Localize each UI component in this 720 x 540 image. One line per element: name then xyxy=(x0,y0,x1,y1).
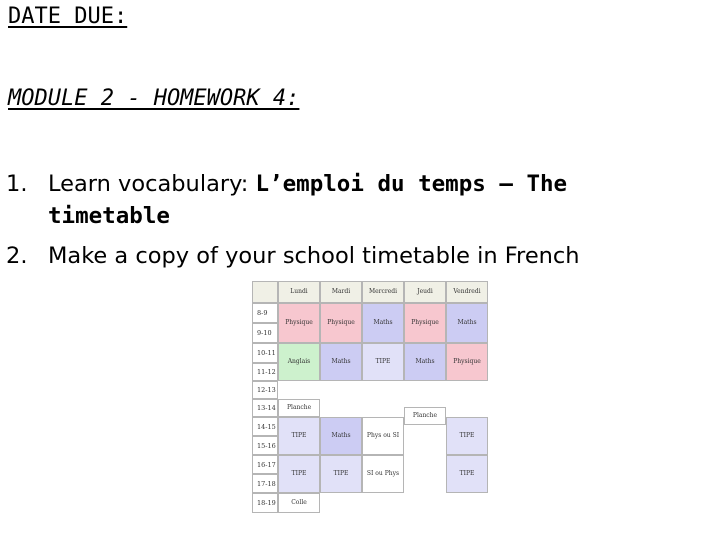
lesson-cell: TIPE xyxy=(278,417,320,455)
lesson-cell: Maths xyxy=(320,417,362,455)
task-vocab-title: L’emploi du temps – The xyxy=(255,171,568,197)
task-item-2 xyxy=(6,240,580,272)
day-header: Mardi xyxy=(320,281,362,303)
lesson-cell: Planche xyxy=(278,399,320,417)
time-label: 12-13 xyxy=(252,381,278,399)
day-header: Lundi xyxy=(278,281,320,303)
lesson-cell: Planche xyxy=(404,407,446,425)
lesson-cell: TIPE xyxy=(446,455,488,493)
task-vocab-title-cont: timetable xyxy=(48,203,170,229)
date-due-heading: DATE DUE: xyxy=(8,4,128,29)
task-number: 1. xyxy=(6,171,28,197)
time-label: 9-10 xyxy=(252,323,278,343)
lesson-cell: TIPE xyxy=(320,455,362,493)
time-label: 18-19 xyxy=(252,493,278,513)
lesson-cell: Maths xyxy=(362,303,404,343)
time-label: 8-9 xyxy=(252,303,278,323)
task-number: 2. xyxy=(6,243,28,269)
lesson-cell: Phys ou SI xyxy=(362,417,404,455)
day-header: Mercredi xyxy=(362,281,404,303)
day-header: Vendredi xyxy=(446,281,488,303)
lesson-cell: Maths xyxy=(446,303,488,343)
lesson-cell: TIPE xyxy=(446,417,488,455)
lesson-cell: TIPE xyxy=(278,455,320,493)
task-text: Learn vocabulary: xyxy=(48,171,256,197)
lesson-cell: Physique xyxy=(278,303,320,343)
lesson-cell: Anglais xyxy=(278,343,320,381)
lesson-cell: Colle xyxy=(278,493,320,513)
timetable-corner xyxy=(252,281,278,303)
lesson-cell: Physique xyxy=(446,343,488,381)
lesson-cell: TIPE xyxy=(362,343,404,381)
day-header: Jeudi xyxy=(404,281,446,303)
time-label: 14-15 xyxy=(252,417,278,436)
time-label: 10-11 xyxy=(252,343,278,363)
task-text: Make a copy of your school timetable in French xyxy=(48,243,580,269)
time-label: 15-16 xyxy=(252,436,278,455)
lesson-cell: Maths xyxy=(320,343,362,381)
task-item-1 xyxy=(6,168,567,232)
time-label: 16-17 xyxy=(252,455,278,474)
lesson-cell: Maths xyxy=(404,343,446,381)
lesson-cell: Physique xyxy=(320,303,362,343)
module-heading: MODULE 2 - HOMEWORK 4: xyxy=(8,86,300,111)
lesson-cell: SI ou Phys xyxy=(362,455,404,493)
time-label: 13-14 xyxy=(252,399,278,417)
lesson-cell: Physique xyxy=(404,303,446,343)
time-label: 11-12 xyxy=(252,363,278,381)
time-label: 17-18 xyxy=(252,474,278,493)
